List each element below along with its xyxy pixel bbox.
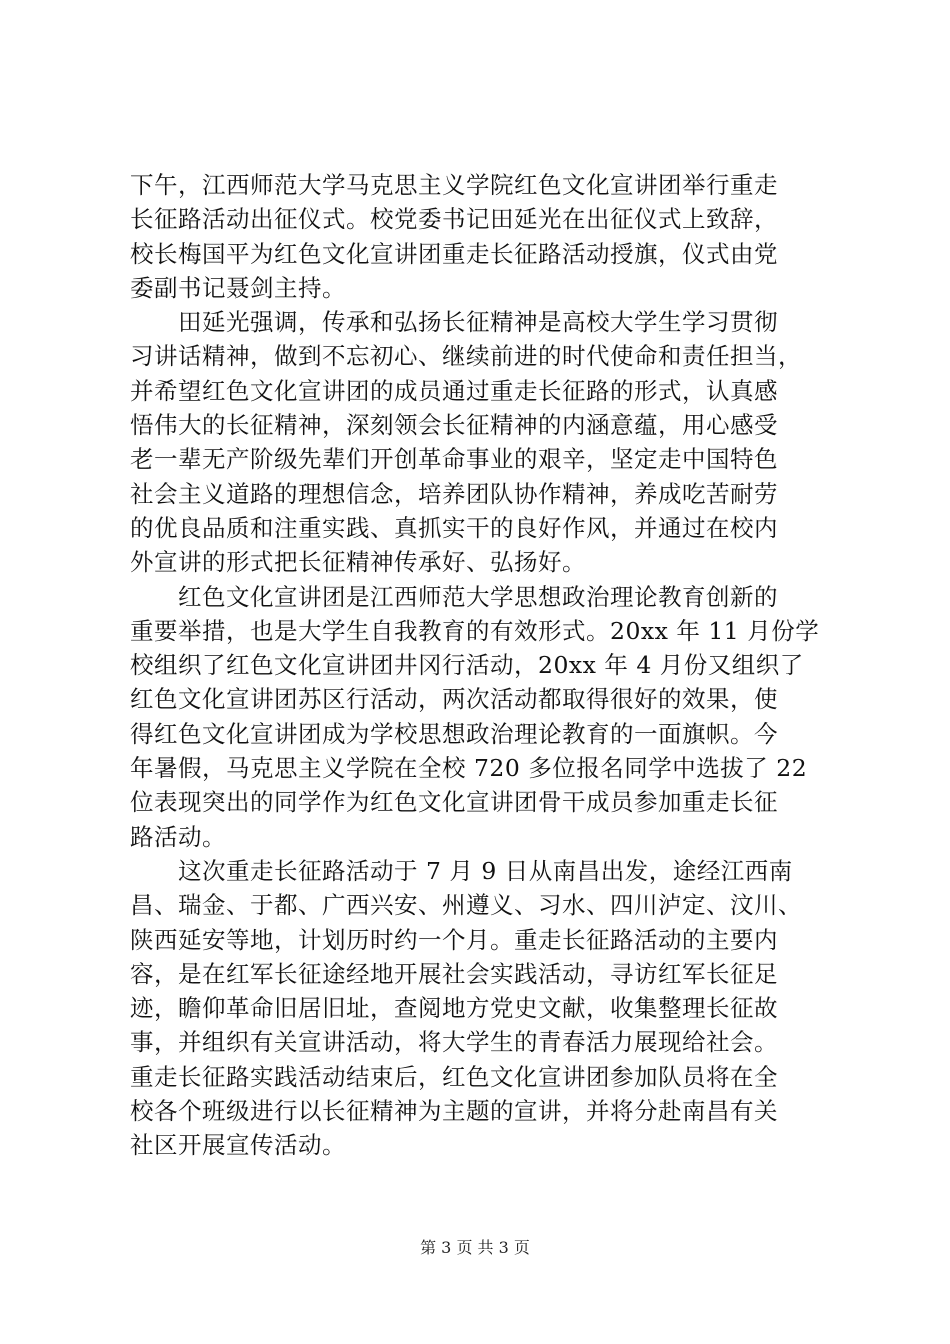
text-line: 社会主义道路的理想信念，培养团队协作精神，养成吃苦耐劳 (130, 479, 778, 508)
text-line: 路活动。 (130, 822, 226, 851)
text-line: 田延光强调，传承和弘扬长征精神是高校大学生学习贯彻 (130, 308, 778, 337)
page-footer: 第 3 页 共 3 页 (420, 1238, 530, 1257)
document-body (130, 168, 830, 1163)
text-line: 位表现突出的同学作为红色文化宣讲团骨干成员参加重走长征 (130, 788, 778, 817)
text-line: 老一辈无产阶级先辈们开创革命事业的艰辛，坚定走中国特色 (130, 445, 778, 474)
text-line: 红色文化宣讲团是江西师范大学思想政治理论教育创新的 (130, 582, 778, 611)
text-line: 这次重走长征路活动于 7 月 9 日从南昌出发，途经江西南 (130, 856, 793, 885)
text-line: 的优良品质和注重实践、真抓实干的良好作风，并通过在校内 (130, 513, 778, 542)
text-line: 下午，江西师范大学马克思主义学院红色文化宣讲团举行重走 (130, 171, 778, 199)
text-line: 社区开展宣传活动。 (130, 1131, 346, 1160)
text-line: 并希望红色文化宣讲团的成员通过重走长征路的形式，认真感 (130, 376, 778, 405)
text-line: 校组织了红色文化宣讲团井冈行活动，20xx 年 4 月份又组织了 (130, 651, 804, 680)
text-line: 校各个班级进行以长征精神为主题的宣讲，并将分赴南昌有关 (130, 1097, 778, 1126)
text-line: 迹，瞻仰革命旧居旧址，查阅地方党史文献，收集整理长征故 (130, 994, 778, 1023)
text-line: 昌、瑞金、于都、广西兴安、州遵义、习水、四川泸定、汶川、 (130, 891, 802, 920)
text-line: 红色文化宣讲团苏区行活动，两次活动都取得很好的效果，使 (130, 685, 778, 714)
text-line: 重走长征路实践活动结束后，红色文化宣讲团参加队员将在全 (130, 1062, 778, 1091)
text-line: 容，是在红军长征途经地开展社会实践活动，寻访红军长征足 (130, 959, 778, 988)
text-line: 重要举措，也是大学生自我教育的有效形式。20xx 年 11 月份学 (130, 616, 820, 645)
text-line: 事，并组织有关宣讲活动，将大学生的青春活力展现给社会。 (130, 1028, 778, 1057)
text-line: 年暑假，马克思主义学院在全校 720 多位报名同学中选拔了 22 (130, 754, 808, 783)
text-line: 校长梅国平为红色文化宣讲团重走长征路活动授旗，仪式由党 (130, 239, 778, 268)
text-line: 陕西延安等地，计划历时约一个月。重走长征路活动的主要内 (130, 925, 778, 954)
text-line: 习讲话精神，做到不忘初心、继续前进的时代使命和责任担当， (130, 342, 802, 371)
text-line: 外宣讲的形式把长征精神传承好、弘扬好。 (130, 548, 586, 577)
text-line: 长征路活动出征仪式。校党委书记田延光在出征仪式上致辞， (130, 205, 778, 234)
text-line: 得红色文化宣讲团成为学校思想政治理论教育的一面旗帜。今 (130, 719, 778, 748)
text-line: 委副书记聂剑主持。 (130, 273, 346, 302)
text-line: 悟伟大的长征精神，深刻领会长征精神的内涵意蕴，用心感受 (130, 411, 778, 440)
